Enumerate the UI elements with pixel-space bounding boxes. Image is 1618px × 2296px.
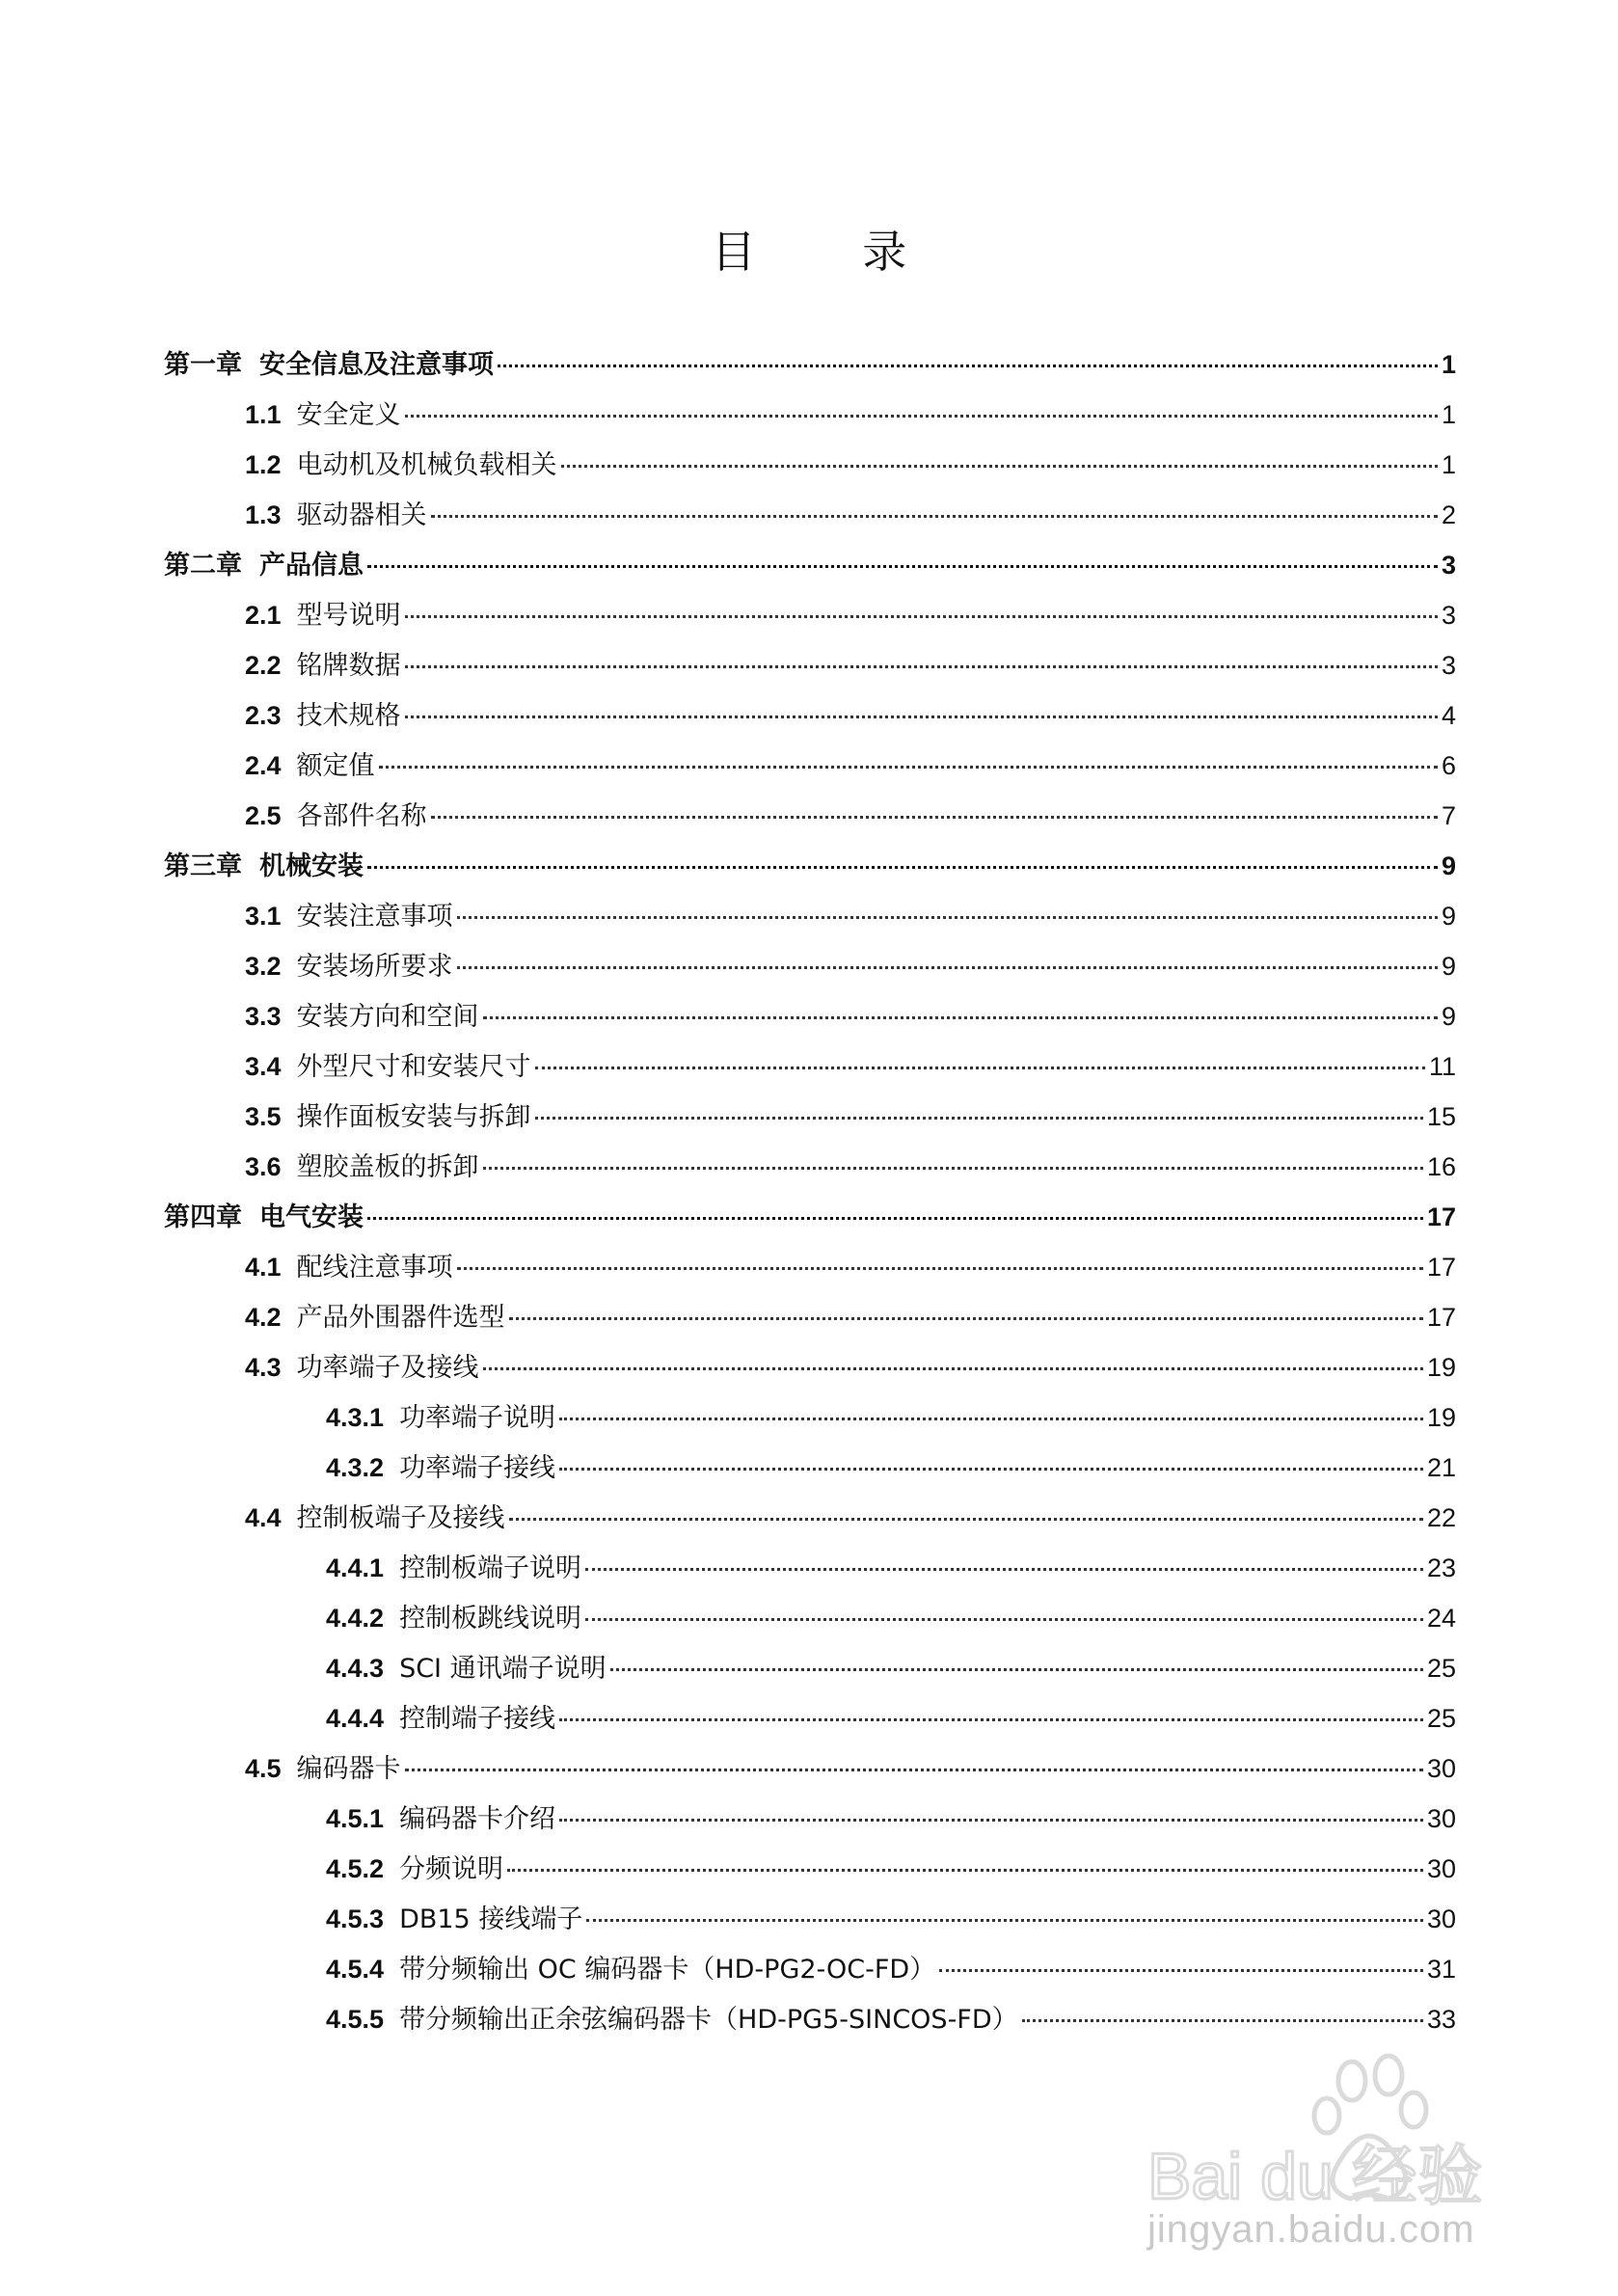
toc-entry-number: 3.3 xyxy=(245,1002,282,1031)
toc-entry-page: 15 xyxy=(1426,1102,1456,1131)
toc-entry-label: 各部件名称 xyxy=(296,801,427,831)
toc-entry-number: 4.4.2 xyxy=(326,1604,385,1633)
dot-leader xyxy=(610,1668,1423,1671)
toc-entry-number: 第三章 xyxy=(164,851,242,880)
toc-entry-number: 4.5 xyxy=(245,1754,282,1783)
toc-entry[interactable] xyxy=(164,1092,1456,1142)
toc-entry[interactable] xyxy=(164,1493,1456,1543)
dot-leader xyxy=(586,1919,1423,1922)
dot-leader xyxy=(367,1217,1423,1220)
toc-entry-number: 2.1 xyxy=(245,601,282,630)
toc-entry-number: 4.5.1 xyxy=(326,1804,385,1833)
toc-entry-label: 驱动器相关 xyxy=(296,500,427,530)
toc-entry[interactable] xyxy=(164,841,1456,891)
toc-entry-number: 2.2 xyxy=(245,651,282,680)
toc-entry[interactable] xyxy=(164,1292,1456,1342)
toc-entry-page: 30 xyxy=(1426,1904,1456,1933)
toc-entry-label: 安全定义 xyxy=(296,400,401,430)
page-title: 目 录 xyxy=(711,226,954,278)
toc-entry-number: 2.4 xyxy=(245,751,282,780)
toc-entry[interactable] xyxy=(164,390,1456,440)
toc-entry-number: 4.5.5 xyxy=(326,2005,385,2034)
toc-entry[interactable] xyxy=(164,640,1456,690)
dot-leader xyxy=(507,1869,1423,1872)
toc-entry[interactable] xyxy=(164,1242,1456,1292)
dot-leader xyxy=(559,1468,1423,1471)
toc-entry-label: 产品信息 xyxy=(259,551,364,581)
dot-leader xyxy=(561,465,1438,468)
toc-entry-page: 11 xyxy=(1428,1052,1456,1081)
dot-leader xyxy=(367,565,1438,568)
dot-leader xyxy=(457,916,1438,919)
toc-entry-page: 1 xyxy=(1441,450,1456,479)
toc-entry-page: 9 xyxy=(1441,902,1456,931)
toc-entry-label: 功率端子接线 xyxy=(399,1453,556,1483)
toc-entry-label: 操作面板安装与拆卸 xyxy=(296,1102,531,1132)
toc-entry[interactable] xyxy=(164,1543,1456,1593)
watermark-brand: Bai du 经验 xyxy=(1147,2140,1483,2213)
toc-entry[interactable] xyxy=(164,690,1456,741)
toc-entry-label: 额定值 xyxy=(296,751,375,781)
toc-entry-label: 安全信息及注意事项 xyxy=(259,350,494,380)
watermark-url: jingyan.baidu.com xyxy=(1147,2208,1475,2251)
toc-entry-page: 24 xyxy=(1426,1604,1456,1633)
toc-entry-label: 功率端子说明 xyxy=(399,1403,556,1433)
toc-entry-label: 安装场所要求 xyxy=(296,952,453,982)
toc-entry-page: 6 xyxy=(1441,751,1456,780)
toc-entry[interactable] xyxy=(164,1342,1456,1392)
toc-entry[interactable] xyxy=(164,1994,1456,2044)
toc-entry-page: 3 xyxy=(1441,551,1456,580)
toc-entry-page: 19 xyxy=(1426,1353,1456,1382)
toc-entry-page: 1 xyxy=(1441,350,1456,379)
dot-leader xyxy=(405,665,1438,668)
toc-entry-label: 安装方向和空间 xyxy=(296,1002,479,1032)
toc-entry-page: 3 xyxy=(1441,651,1456,680)
toc-entry[interactable] xyxy=(164,1743,1456,1794)
toc-entry[interactable] xyxy=(164,1392,1456,1443)
dot-leader xyxy=(431,816,1438,819)
toc-entry[interactable] xyxy=(164,1693,1456,1743)
dot-leader xyxy=(559,1718,1423,1721)
dot-leader xyxy=(509,1317,1423,1320)
toc-entry-number: 3.2 xyxy=(245,952,282,981)
toc-entry[interactable] xyxy=(164,1593,1456,1643)
dot-leader xyxy=(431,515,1438,518)
toc-entry-number: 4.4.3 xyxy=(326,1654,385,1683)
toc-entry-number: 第二章 xyxy=(164,551,242,580)
toc-entry[interactable] xyxy=(164,590,1456,640)
toc-entry-page: 33 xyxy=(1426,2005,1456,2034)
toc-entry-page: 7 xyxy=(1441,801,1456,830)
toc-entry[interactable] xyxy=(164,490,1456,540)
toc-entry-number: 3.6 xyxy=(245,1152,282,1181)
toc-entry-page: 9 xyxy=(1441,851,1456,880)
toc-entry-label: 分频说明 xyxy=(399,1854,504,1884)
toc-entry-page: 21 xyxy=(1426,1453,1456,1482)
toc-entry-number: 2.3 xyxy=(245,701,282,730)
toc-entry-number: 4.3 xyxy=(245,1353,282,1382)
toc-entry-label: 技术规格 xyxy=(296,701,401,731)
toc-entry-label: 型号说明 xyxy=(296,601,401,631)
toc-entry-page: 1 xyxy=(1441,400,1456,429)
dot-leader xyxy=(457,1267,1423,1270)
dot-leader xyxy=(405,415,1438,418)
toc-entry[interactable] xyxy=(164,339,1456,390)
toc-entry[interactable] xyxy=(164,1192,1456,1242)
toc-entry-page: 22 xyxy=(1426,1503,1456,1532)
toc-entry-label: 配线注意事项 xyxy=(296,1253,453,1283)
toc-entry-label: 外型尺寸和安装尺寸 xyxy=(296,1052,531,1082)
toc-entry-label: 带分频输出正余弦编码器卡（HD-PG5-SINCOS-FD） xyxy=(399,2005,1018,2035)
toc-entry-page: 30 xyxy=(1426,1754,1456,1783)
toc-entry[interactable] xyxy=(164,891,1456,941)
toc-entry-number: 1.1 xyxy=(245,400,282,429)
toc-entry-number: 4.1 xyxy=(245,1253,282,1282)
toc-entry-label: 带分频输出 OC 编码器卡（HD-PG2-OC-FD） xyxy=(399,1955,936,1985)
toc-entry-page: 17 xyxy=(1426,1303,1456,1332)
toc-entry-label: 控制端子接线 xyxy=(399,1704,556,1734)
toc-entry[interactable] xyxy=(164,1944,1456,1994)
dot-leader xyxy=(559,1418,1423,1420)
toc-entry-label: SCI 通讯端子说明 xyxy=(399,1654,607,1684)
toc-entry-label: DB15 接线端子 xyxy=(399,1904,583,1934)
toc-entry-page: 9 xyxy=(1441,952,1456,981)
dot-leader xyxy=(509,1518,1423,1521)
toc-entry-page: 9 xyxy=(1441,1002,1456,1031)
toc-entry[interactable] xyxy=(164,991,1456,1041)
toc-entry-page: 30 xyxy=(1426,1854,1456,1883)
dot-leader xyxy=(457,966,1438,969)
toc-entry[interactable] xyxy=(164,1794,1456,1844)
toc-entry[interactable] xyxy=(164,1643,1456,1693)
toc-entry-label: 功率端子及接线 xyxy=(296,1353,479,1383)
toc-entry[interactable] xyxy=(164,791,1456,841)
dot-leader xyxy=(1022,2019,1423,2022)
dot-leader xyxy=(939,1969,1423,1972)
toc-entry[interactable] xyxy=(164,440,1456,490)
dot-leader xyxy=(405,615,1438,618)
toc-entry-number: 第一章 xyxy=(164,350,242,379)
toc-entry-label: 机械安装 xyxy=(259,851,364,881)
toc-entry-number: 4.4.1 xyxy=(326,1553,385,1582)
dot-leader xyxy=(405,1769,1423,1771)
toc-entry-label: 塑胶盖板的拆卸 xyxy=(296,1152,479,1182)
toc-entry-page: 2 xyxy=(1441,500,1456,529)
dot-leader xyxy=(559,1819,1423,1822)
toc-entry-page: 3 xyxy=(1441,601,1456,630)
dot-leader xyxy=(585,1618,1423,1621)
toc-entry[interactable] xyxy=(164,1894,1456,1944)
toc-entry-page: 31 xyxy=(1426,1955,1456,1984)
toc-entry[interactable] xyxy=(164,1443,1456,1493)
toc-entry-page: 16 xyxy=(1426,1152,1456,1181)
toc-entry-page: 4 xyxy=(1441,701,1456,730)
toc-entry-label: 控制板端子及接线 xyxy=(296,1503,505,1533)
toc-entry-number: 4.3.1 xyxy=(326,1403,385,1432)
toc-entry[interactable] xyxy=(164,540,1456,590)
toc-entry-number: 1.2 xyxy=(245,450,282,479)
toc-entry-label: 编码器卡 xyxy=(296,1754,401,1784)
toc-entry-label: 控制板端子说明 xyxy=(399,1553,582,1583)
dot-leader xyxy=(535,1117,1423,1120)
table-of-contents xyxy=(164,339,1456,2044)
toc-entry-page: 17 xyxy=(1426,1253,1456,1282)
dot-leader xyxy=(367,866,1438,869)
toc-entry-label: 电动机及机械负载相关 xyxy=(296,450,557,480)
toc-entry-label: 编码器卡介绍 xyxy=(399,1804,556,1834)
toc-entry-number: 3.5 xyxy=(245,1102,282,1131)
toc-entry[interactable] xyxy=(164,941,1456,991)
toc-entry-label: 产品外围器件选型 xyxy=(296,1303,505,1333)
toc-entry-number: 4.4.4 xyxy=(326,1704,385,1733)
toc-entry[interactable] xyxy=(164,1142,1456,1192)
dot-leader xyxy=(585,1568,1423,1571)
toc-entry-page: 30 xyxy=(1426,1804,1456,1833)
toc-entry-number: 4.5.4 xyxy=(326,1955,385,1984)
toc-entry-page: 19 xyxy=(1426,1403,1456,1432)
toc-entry-number: 3.4 xyxy=(245,1052,282,1081)
toc-entry-label: 铭牌数据 xyxy=(296,651,401,681)
toc-entry-page: 23 xyxy=(1426,1553,1456,1582)
toc-entry-number: 2.5 xyxy=(245,801,282,830)
dot-leader xyxy=(379,766,1438,769)
toc-entry-number: 4.3.2 xyxy=(326,1453,385,1482)
toc-entry-page: 25 xyxy=(1426,1704,1456,1733)
dot-leader xyxy=(535,1067,1425,1069)
dot-leader xyxy=(483,1367,1423,1370)
toc-entry-number: 4.4 xyxy=(245,1503,282,1532)
dot-leader xyxy=(498,365,1438,367)
dot-leader xyxy=(405,716,1438,718)
toc-entry-label: 控制板跳线说明 xyxy=(399,1604,582,1634)
dot-leader xyxy=(483,1016,1438,1019)
toc-entry-number: 4.5.3 xyxy=(326,1904,385,1933)
toc-entry-label: 电气安装 xyxy=(259,1202,364,1232)
toc-entry-page: 25 xyxy=(1426,1654,1456,1683)
toc-entry-number: 第四章 xyxy=(164,1202,242,1231)
toc-entry-number: 4.5.2 xyxy=(326,1854,385,1883)
toc-entry-page: 17 xyxy=(1426,1202,1456,1231)
toc-entry[interactable] xyxy=(164,1041,1456,1092)
toc-entry[interactable] xyxy=(164,1844,1456,1894)
toc-entry-label: 安装注意事项 xyxy=(296,902,453,932)
toc-entry[interactable] xyxy=(164,741,1456,791)
toc-entry-number: 3.1 xyxy=(245,902,282,931)
dot-leader xyxy=(483,1167,1423,1170)
toc-entry-number: 4.2 xyxy=(245,1303,282,1332)
toc-entry-number: 1.3 xyxy=(245,500,282,529)
